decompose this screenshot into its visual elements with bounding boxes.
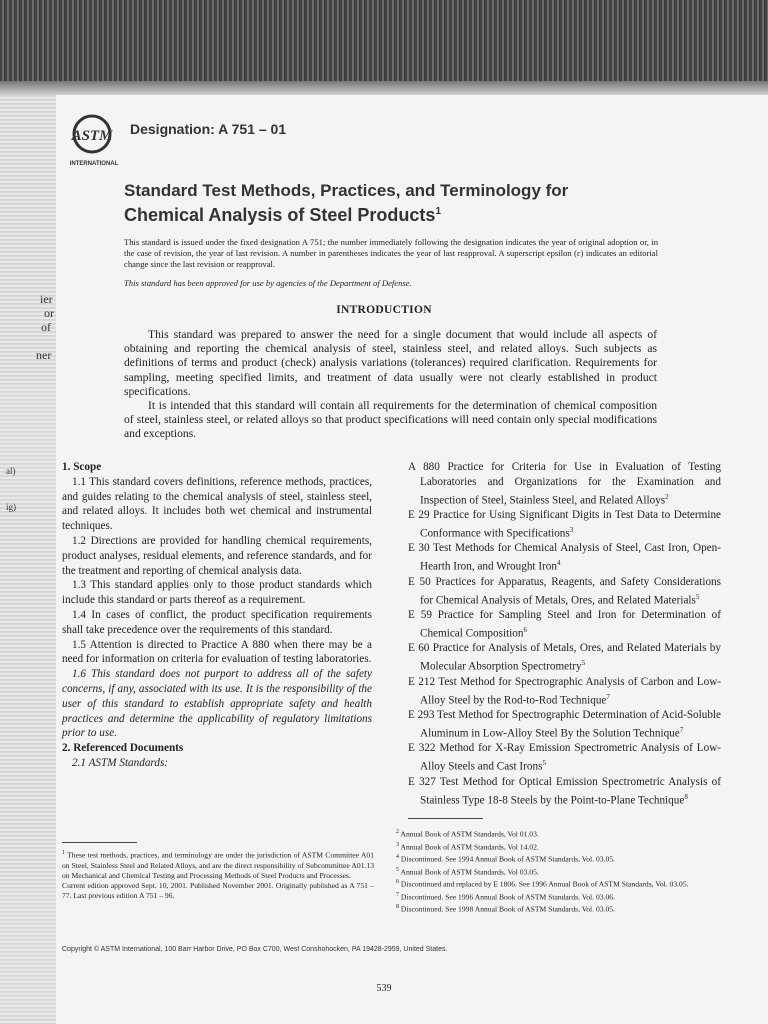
reference-item: E 293 Test Method for Spectrographic Determination of Acid-Soluble Aluminum in Low-Alloy Steel By the Solution Technique$^7$ <box>408 709 721 740</box>
document-title <box>124 180 684 226</box>
footnote-marker: 1 <box>435 206 441 217</box>
footnotes-right <box>396 827 722 915</box>
section-heading: 2. Referenced Documents <box>62 742 184 755</box>
margin-fragment: of <box>41 320 51 334</box>
section-paragraph: 2.1 ASTM Standards: <box>72 756 169 769</box>
introduction-heading: INTRODUCTION <box>336 304 432 316</box>
footnote: $^4$ Discontinued. See 1994 Annual Book of ASTM Standards, Vol. 03.05. <box>396 854 615 864</box>
section-paragraph: 1.5 Attention is directed to Practice A 880 when there may be a need for information on criteria for evaluation of testing laboratories. <box>62 638 372 666</box>
designation: Designation: A 751 – 01 <box>130 121 287 137</box>
margin-fragment: ier <box>40 292 53 306</box>
section-paragraph: 1.1 This standard covers definitions, reference methods, practices, and guides relating to the chemical analysis of steel, stainless steel, and related alloys. It includes both wet chemical and instrumental techniques. <box>62 475 372 533</box>
margin-fragment: ner <box>36 348 52 362</box>
footnotes-left <box>62 848 374 901</box>
reference-item: E 59 Practice for Sampling Steel and Iron for Determination of Chemical Composition$^6$ <box>408 609 721 640</box>
footnote: Current edition approved Sept. 10, 2001. Published November 2001. Originally published as A 751 – 77. Last previous edition A 751 – 96. <box>62 880 374 900</box>
title-line-2: Chemical Analysis of Steel Products$^1$ <box>124 205 441 225</box>
section-paragraph: 1.4 In cases of conflict, the product specification requirements shall take precedence over the requirements of this standard. <box>62 608 372 636</box>
paragraph: It is intended that this standard will contain all requirements for the determination of chemical composition of steel, stainless steel, or related alloys so that product specifications will need contain only special modifications and exceptions. <box>124 399 657 441</box>
svg-text:INTERNATIONAL: INTERNATIONAL <box>69 161 119 167</box>
section-paragraph: 1.6 This standard does not purport to address all of the safety concerns, if any, associated with its use. It is the responsibility of the user of this standard to establish appropriate safety and health practices and determine the applicability of regulatory limitations prior to use. <box>62 668 372 740</box>
reference-item: E 322 Method for X-Ray Emission Spectrometric Analysis of Low-Alloy Steels and Cast Irons$^5$ <box>408 742 721 773</box>
page-number: 539 <box>376 983 392 994</box>
reference-item: E 29 Practice for Using Significant Digits in Test Data to Determine Conformance with Specifications$^3$ <box>408 509 721 540</box>
copyright-line: Copyright © ASTM International, 100 Barr Harbor Drive, PO Box C700, West Conshohocken, PA 19428-2959, United States. <box>62 946 448 953</box>
reference-item: E 212 Test Method for Spectrographic Analysis of Carbon and Low-Alloy Steel by the Rod-to-Rod Technique$^7$ <box>408 675 721 707</box>
footnote: $^2$ Annual Book of ASTM Standards, Vol 01.03. <box>396 829 539 839</box>
reference-item: E 327 Test Method for Optical Emission Spectrometric Analysis of Stainless Type 18-8 Steels by the Point-to-Plane Technique$^8$ <box>408 775 721 807</box>
scan-binding-shadow <box>0 0 56 1024</box>
approval-note: This standard has been approved for use by agencies of the Department of Defense. <box>124 278 412 288</box>
section-paragraph: 1.3 This standard applies only to those product standards which include this standard or parts thereof as a requirement. <box>62 579 372 607</box>
astm-logo <box>66 112 124 172</box>
reference-item: E 60 Practice for Analysis of Metals, Ores, and Related Materials by Molecular Absorption Spectrometry$^5$ <box>408 642 721 673</box>
standard-note: This standard is issued under the fixed designation A 751; the number immediately following the designation indicates the year of original adoption or, in the case of revision, the year of last revision. A number in parentheses indicates the year of last reapproval. A superscript epsilon (ε) indicates an editorial change since the last revision or reapproval. <box>124 237 658 269</box>
footnote-rule <box>408 818 483 819</box>
introduction-body <box>124 328 657 442</box>
paragraph: This standard was prepared to answer the need for a single document that would include all aspects of obtaining and reporting the chemical analysis of steel, stainless steel, and related alloys. Such subjects as definitions of terms and product (check) analysis variations (tolerances) required clarification. Requirements for sampling, meeting specified limits, and treatment of data usually were not clearly established in product specifications. <box>124 328 657 398</box>
scan-top-shadow <box>0 0 768 95</box>
footnote: $^8$ Discontinued. See 1998 Annual Book of ASTM Standards, Vol. 03.05. <box>396 904 615 914</box>
reference-item: E 50 Practices for Apparatus, Reagents, and Safety Considerations for Chemical Analysis of Metals, Ores, and Related Materials$^5$ <box>408 575 721 607</box>
section-paragraph: 1.2 Directions are provided for handling chemical requirements, product analyses, residual elements, and reference standards, and for the treatment and reporting of chemical analysis data. <box>62 534 372 577</box>
footnote: $^5$ Annual Book of ASTM Standards, Vol 03.05. <box>396 866 539 877</box>
reference-item: E 30 Test Methods for Chemical Analysis of Steel, Cast Iron, Open-Hearth Iron, and Wrought Iron$^4$ <box>408 542 721 573</box>
referenced-standards-list <box>408 460 721 808</box>
section-heading: 1. Scope <box>62 461 102 473</box>
margin-fragment: al) <box>6 466 16 476</box>
footnote: $^7$ Discontinued. See 1996 Annual Book of ASTM Standards, Vol. 03.06. <box>396 891 615 902</box>
reference-item: A 880 Practice for Criteria for Use in Evaluation of Testing Laboratories and Organizations for the Examination and Inspection of Steel, Stainless Steel, and Related Alloys$^2$ <box>408 461 721 507</box>
margin-fragment: ig) <box>6 502 16 512</box>
margin-fragment: or <box>44 306 54 320</box>
footnote: $^6$ Discontinued and replaced by E 1806. See 1996 Annual Book of ASTM Standards, Vol. 03.05. <box>396 879 689 889</box>
footnote: $^3$ Annual Book of ASTM Standards, Vol 14.02. <box>396 841 539 852</box>
svg-text:ASTM: ASTM <box>71 128 113 144</box>
footnote-rule <box>62 842 137 843</box>
footnote: $^1$ These test methods, practices, and terminology are under the jurisdiction of ASTM Committee A01 on Steel, Stainless Steel and Related Alloys, and are the direct responsibility of Subcommittee A01.13 on Mechanical and Chemical Testing and Processing Methods of Steel Products and Processes. <box>62 850 374 880</box>
title-line-1: Standard Test Methods, Practices, and Terminology for <box>124 181 569 200</box>
left-column <box>62 460 372 771</box>
